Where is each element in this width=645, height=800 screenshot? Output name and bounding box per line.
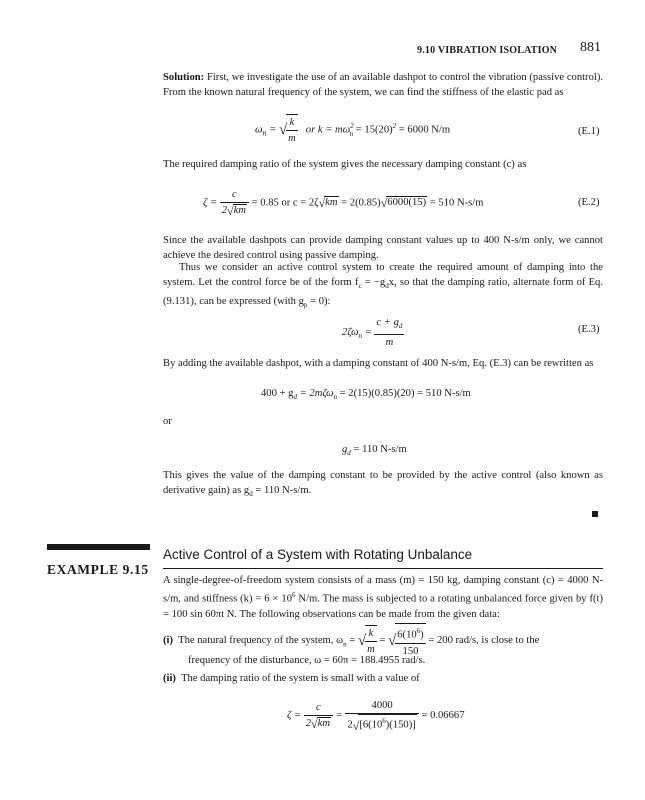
equation-number-e2: (E.2) xyxy=(578,197,600,208)
solution-paragraph-5: By adding the available dashpot, with a damping constant of 400 N-s/m, Eq. (E.3) can be rewritten as xyxy=(163,358,594,369)
equation-e2: ζ = $\frac{c}{2√km}$ = 0.85 or c = 2ζ√km = 2(0.85)√6000(15) = 510 N-s/m xyxy=(203,189,484,218)
page-number: 881 xyxy=(580,40,601,55)
example-rule-left xyxy=(47,544,150,550)
example-title: Active Control of a System with Rotating Unbalance xyxy=(163,547,473,562)
solution-paragraph-3: Since the available dashpots can provide damping constant values up to 400 N-s/m only, we cannot achieve the desired control using passive damping. xyxy=(163,235,603,261)
solution-paragraph-4: Thus we consider an active control system to create the required amount of damping into the system. Let the control force be of the form $f_c = -g_dx$, so that the damping ratio, alternate form of Eq. (9.131), can be expressed (with $g_p = 0$): xyxy=(163,262,604,310)
example-rule-right xyxy=(163,568,603,569)
or-text: or xyxy=(163,416,172,427)
example-paragraph-1: A single-degree-of-freedom system consists of a mass (m) = 150 kg, damping constant (c) = 4000 N-s/m, and stiffness $(k) = 6 \times 10^6$ N/m. The mass is subjected to a rotating unbalanced force given by f(t) = 100 sin 60πt N. The following observations can be made from the given data: xyxy=(163,575,603,620)
equation-e1: $\omega_n$ = √ $\frac{k}{m}$ or $k = m\omega^2_n = 15(20)^2 = 6000$ N/m xyxy=(255,114,450,146)
equation-number-e3: (E.3) xyxy=(578,324,600,335)
running-header-section: 9.10 VIBRATION ISOLATION xyxy=(417,45,558,56)
end-of-solution-mark xyxy=(592,511,598,517)
example-label: EXAMPLE 9.15 xyxy=(47,562,149,577)
equation-damping-ratio: ζ = $\frac{c}{2√km}$ = $\frac{4000}{2√[6(10^6)(150)]}$ = 0.06667 xyxy=(287,700,465,733)
example-item-2: (ii) The damping ratio of the system is small with a value of xyxy=(163,673,420,684)
solution-paragraph-2: The required damping ratio of the system gives the necessary damping constant (c) as xyxy=(163,159,527,170)
example-item-1-continued: frequency of the disturbance, ω = 60π = 188.4955 rad/s. xyxy=(188,655,426,666)
equation-e3: $2\zeta\omega_n$ = $\frac{c + g_d}{m}$ xyxy=(342,317,403,349)
equation-gain-value: $g_d = 110$ N-s/m xyxy=(342,444,407,458)
example-item-1: (i) The natural frequency of the system, $\omega_n$ = √ $\frac{k}{m}$ = √ $\frac{6(10^6)}{150}$ = 200 rad/s, is close to the xyxy=(163,623,603,659)
solution-paragraph-6: This gives the value of the damping constant to be provided by the active control (also known as derivative gain) as $g_d = 110$ N-s/m. xyxy=(163,470,603,499)
solution-lead: Solution: xyxy=(163,72,205,83)
equation-gain-sum: $400 + g_d = 2m\zeta\omega_n = 2(15)(0.85)(20) = 510$ N-s/m xyxy=(261,388,471,402)
solution-paragraph-1: Solution: First, we investigate the use of an available dashpot to control the vibration (passive control). From the known natural frequency of the system, we can find the stiffness of the elastic pad as xyxy=(163,72,604,98)
equation-number-e1: (E.1) xyxy=(578,126,600,137)
